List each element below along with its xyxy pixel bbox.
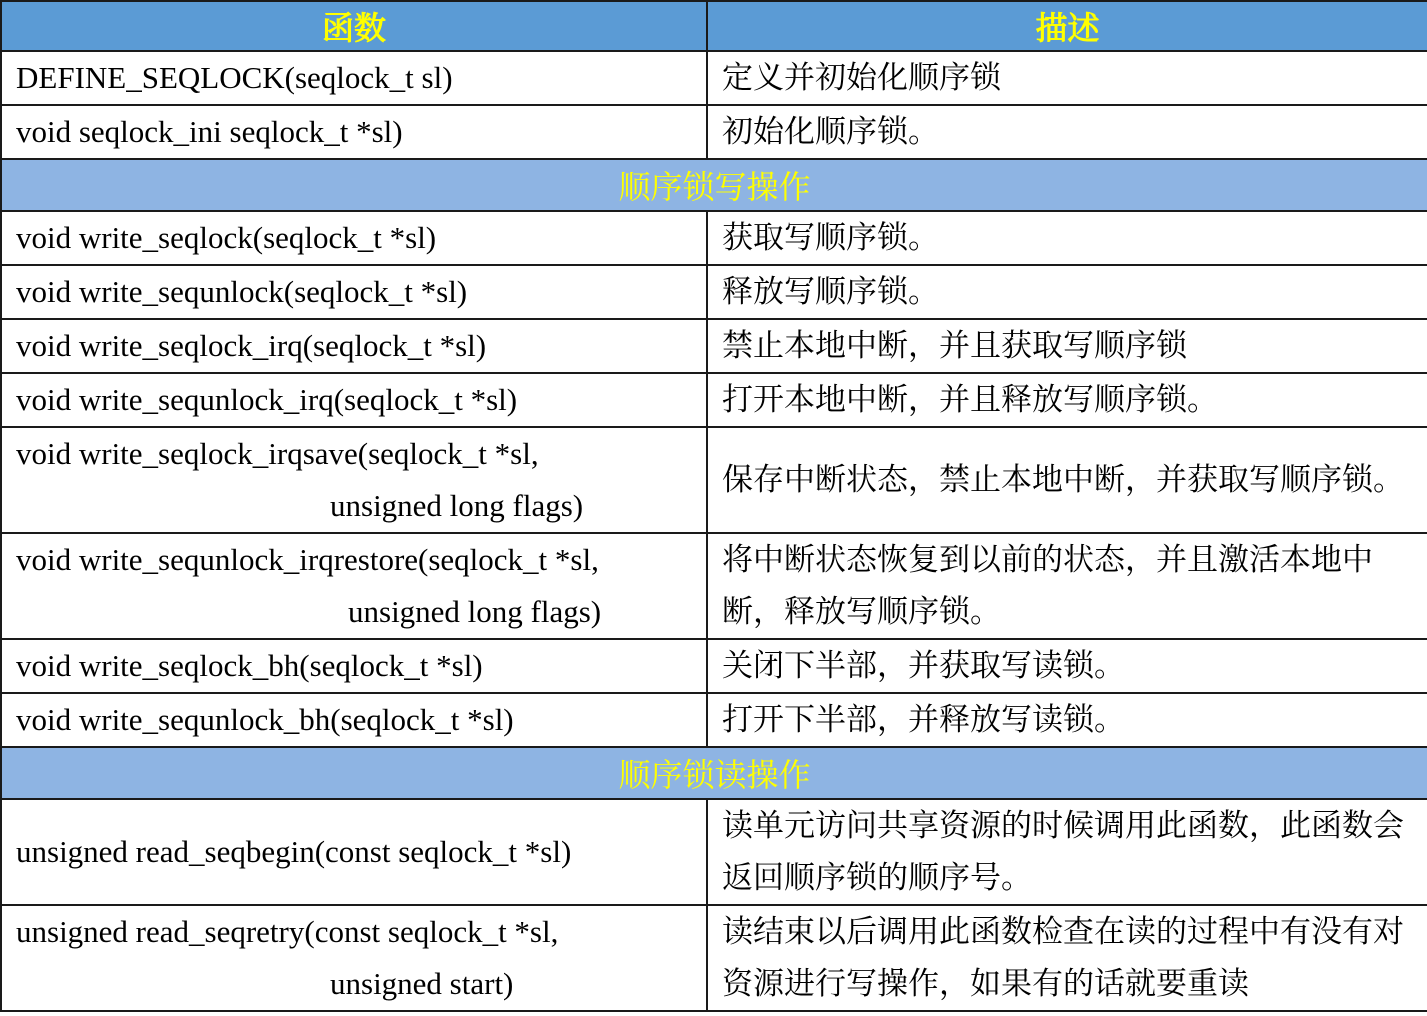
section-title-write: 顺序锁写操作 <box>1 159 1427 211</box>
function-signature-line: void write_sequnlock_irqrestore(seqlock_t *sl, <box>16 542 599 577</box>
function-cell: void write_sequnlock_irq(seqlock_t *sl) <box>1 373 707 427</box>
description-cell: 初始化顺序锁。 <box>707 105 1427 159</box>
function-cell: void write_seqlock_bh(seqlock_t *sl) <box>1 639 707 693</box>
description-cell: 读结束以后调用此函数检查在读的过程中有没有对资源进行写操作，如果有的话就要重读 <box>707 905 1427 1011</box>
description-cell: 禁止本地中断，并且获取写顺序锁 <box>707 319 1427 373</box>
description-cell: 释放写顺序锁。 <box>707 265 1427 319</box>
table-row <box>1 905 1427 1011</box>
description-cell: 读单元访问共享资源的时候调用此函数，此函数会返回顺序锁的顺序号。 <box>707 799 1427 905</box>
table-row <box>1 693 1427 747</box>
function-signature-line: unsigned read_seqretry(const seqlock_t *sl, <box>16 914 559 949</box>
section-title-read: 顺序锁读操作 <box>1 747 1427 799</box>
description-cell: 保存中断状态，禁止本地中断，并获取写顺序锁。 <box>707 427 1427 533</box>
function-cell: void write_seqlock_irq(seqlock_t *sl) <box>1 319 707 373</box>
description-cell: 打开下半部，并释放写读锁。 <box>707 693 1427 747</box>
table-row <box>1 427 1427 533</box>
function-cell: void write_sequnlock(seqlock_t *sl) <box>1 265 707 319</box>
table-row <box>1 105 1427 159</box>
function-signature-continuation: unsigned long flags) <box>330 488 584 523</box>
function-cell: void write_seqlock(seqlock_t *sl) <box>1 211 707 265</box>
function-signature-continuation: unsigned long flags) <box>348 594 602 629</box>
description-cell: 关闭下半部，并获取写读锁。 <box>707 639 1427 693</box>
table-row <box>1 265 1427 319</box>
table-row <box>1 211 1427 265</box>
function-cell <box>1 427 707 533</box>
function-signature-line: void write_seqlock_irqsave(seqlock_t *sl, <box>16 436 539 471</box>
description-cell: 将中断状态恢复到以前的状态，并且激活本地中断，释放写顺序锁。 <box>707 533 1427 639</box>
section-row-write <box>1 159 1427 211</box>
function-signature-continuation: unsigned start) <box>330 966 514 1001</box>
section-row-read <box>1 747 1427 799</box>
table-row <box>1 639 1427 693</box>
function-cell <box>1 905 707 1011</box>
table-row <box>1 51 1427 105</box>
function-cell <box>1 533 707 639</box>
table-row <box>1 319 1427 373</box>
table-row <box>1 533 1427 639</box>
description-cell: 获取写顺序锁。 <box>707 211 1427 265</box>
header-row <box>1 1 1427 51</box>
function-cell: void write_sequnlock_bh(seqlock_t *sl) <box>1 693 707 747</box>
table-row <box>1 799 1427 905</box>
function-column-header: 函数 <box>1 1 707 51</box>
description-cell: 定义并初始化顺序锁 <box>707 51 1427 105</box>
function-cell: DEFINE_SEQLOCK(seqlock_t sl) <box>1 51 707 105</box>
description-cell: 打开本地中断，并且释放写顺序锁。 <box>707 373 1427 427</box>
function-cell: void seqlock_ini seqlock_t *sl) <box>1 105 707 159</box>
description-column-header: 描述 <box>707 1 1427 51</box>
table-row <box>1 373 1427 427</box>
function-cell: unsigned read_seqbegin(const seqlock_t *sl) <box>1 799 707 905</box>
